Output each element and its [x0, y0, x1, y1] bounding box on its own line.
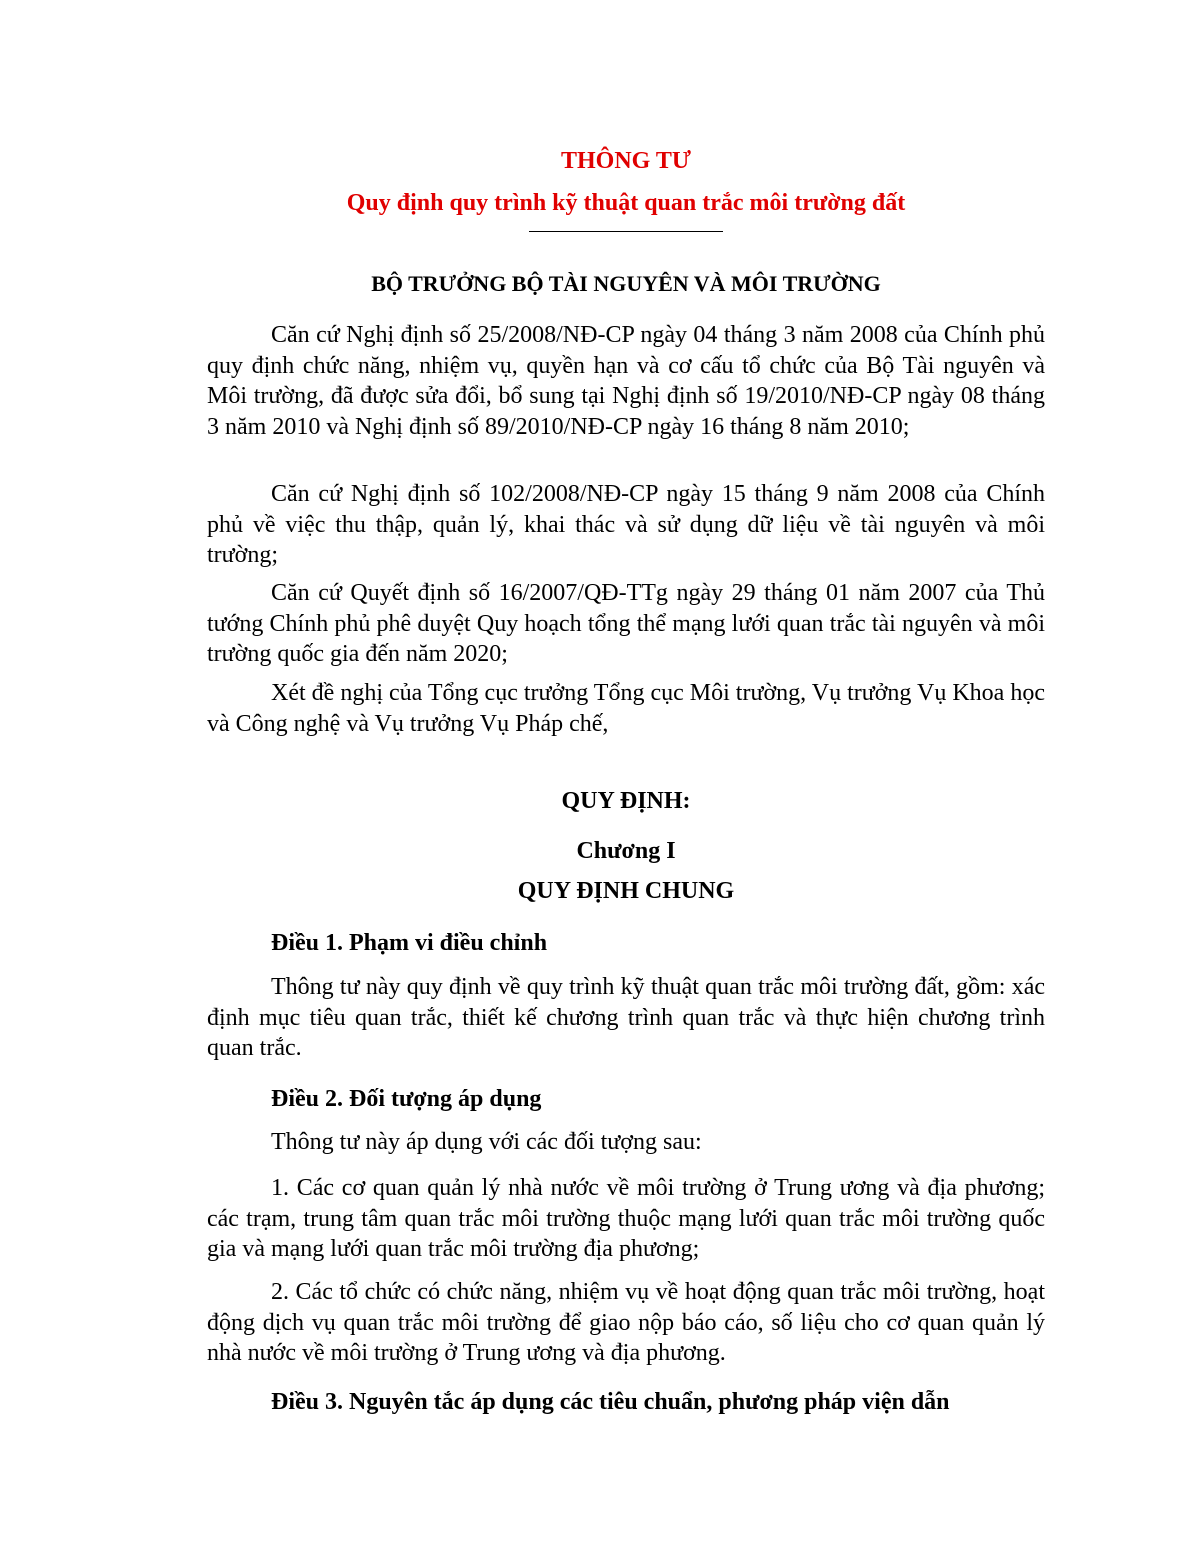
document-subject: Quy định quy trình kỹ thuật quan trắc môi trường đất — [346, 190, 906, 216]
article-2-heading: Điều 2. Đối tượng áp dụng — [271, 1086, 542, 1112]
document-type-title: THÔNG TƯ — [560, 148, 692, 174]
preamble-paragraph-3: Căn cứ Quyết định số 16/2007/QĐ-TTg ngày 29 tháng 01 năm 2007 của Thủ tướng Chính phủ phê duyệt Quy hoạch tổng thể mạng lưới quan trắc tài nguyên và môi trường quốc gia đến năm 2020; — [207, 580, 1045, 667]
decision-heading: QUY ĐỊNH: — [561, 788, 691, 814]
preamble-paragraph-1: Căn cứ Nghị định số 25/2008/NĐ-CP ngày 04 tháng 3 năm 2008 của Chính phủ quy định chức năng, nhiệm vụ, quyền hạn và cơ cấu tổ chức của Bộ Tài nguyên và Môi trường, đã được sửa đổi, bổ sung tại Nghị định số 19/2010/NĐ-CP ngày 08 tháng 3 năm 2010 và Nghị định số 89/2010/NĐ-CP ngày 16 tháng 8 năm 2010; — [207, 322, 1045, 440]
article-2-paragraph-2: 1. Các cơ quan quản lý nhà nước về môi trường ở Trung ương và địa phương; các trạm, trung tâm quan trắc môi trường thuộc mạng lưới quan trắc môi trường quốc gia và mạng lưới quan trắc môi trường địa phương; — [207, 1175, 1045, 1262]
chapter-number: Chương I — [576, 838, 676, 864]
preamble-paragraph-2: Căn cứ Nghị định số 102/2008/NĐ-CP ngày 15 tháng 9 năm 2008 của Chính phủ về việc thu thập, quản lý, khai thác và sử dụng dữ liệu về tài nguyên và môi trường; — [207, 481, 1045, 568]
article-1-heading: Điều 1. Phạm vi điều chỉnh — [271, 930, 548, 956]
article-1-paragraph-1: Thông tư này quy định về quy trình kỹ thuật quan trắc môi trường đất, gồm: xác định mục tiêu quan trắc, thiết kế chương trình quan trắc và thực hiện chương trình quan trắc. — [207, 974, 1045, 1061]
article-3-heading: Điều 3. Nguyên tắc áp dụng các tiêu chuẩn, phương pháp viện dẫn — [271, 1389, 950, 1415]
article-2-paragraph-3: 2. Các tổ chức có chức năng, nhiệm vụ về hoạt động quan trắc môi trường, hoạt động dịch vụ quan trắc môi trường để giao nộp báo cáo, số liệu cho cơ quan quản lý nhà nước về môi trường ở Trung ương và địa phương. — [207, 1279, 1045, 1366]
issuing-authority: BỘ TRƯỞNG BỘ TÀI NGUYÊN VÀ MÔI TRƯỜNG — [371, 271, 881, 296]
title-divider — [529, 231, 723, 232]
chapter-title: QUY ĐỊNH CHUNG — [517, 878, 735, 904]
document-page — [207, 0, 1045, 1553]
article-2-paragraph-1: Thông tư này áp dụng với các đối tượng sau: — [271, 1129, 702, 1155]
preamble-paragraph-4: Xét đề nghị của Tổng cục trưởng Tổng cục Môi trường, Vụ trưởng Vụ Khoa học và Công nghệ và Vụ trưởng Vụ Pháp chế, — [207, 680, 1045, 737]
